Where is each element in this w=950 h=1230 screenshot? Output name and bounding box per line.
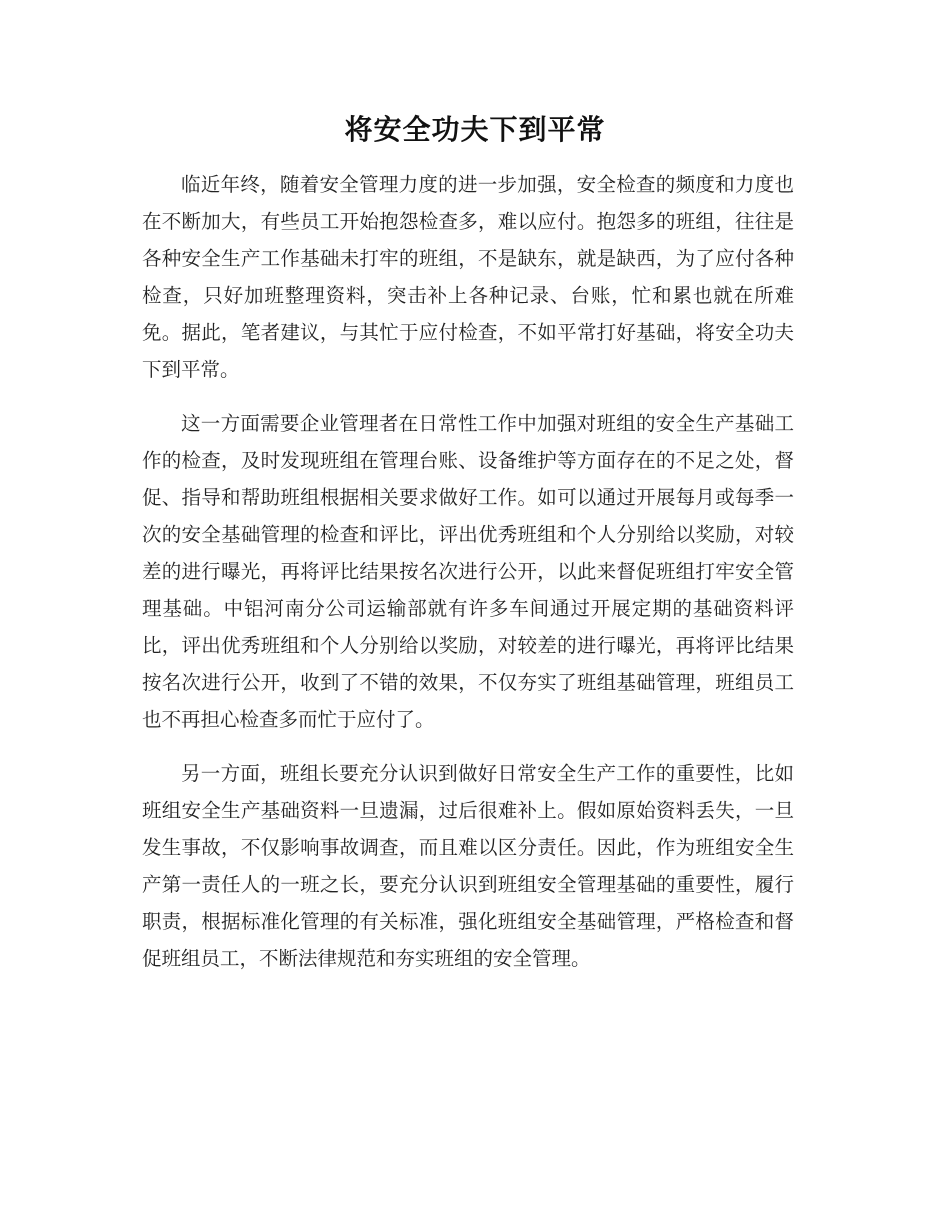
document-body [142,166,794,994]
paragraph-3: 另一方面，班组长要充分认识到做好日常安全生产工作的重要性，比如班组安全生产基础资料一旦遗漏，过后很难补上。假如原始资料丢失，一旦发生事故，不仅影响事故调查，而且难以区分责任。因此，作为班组安全生产第一责任人的一班之长，要充分认识到班组安全管理基础的重要性，履行职责，根据标准化管理的有关标准，强化班组安全基础管理，严格检查和督促班组员工，不断法律规范和夯实班组的安全管理。 [142,762,794,970]
document-title: 将安全功夫下到平常 [344,113,606,146]
paragraph-2: 这一方面需要企业管理者在日常性工作中加强对班组的安全生产基础工作的检查，及时发现班组在管理台账、设备维护等方面存在的不足之处，督促、指导和帮助班组根据相关要求做好工作。如可以通过开展每月或每季一次的安全基础管理的检查和评比，评出优秀班组和个人分别给以奖励，对较差的进行曝光，再将评比结果按名次进行公开，以此来督促班组打牢安全管理基础。中铝河南分公司运输部就有许多车间通过开展定期的基础资料评比，评出优秀班组和个人分别给以奖励，对较差的进行曝光，再将评比结果按名次进行公开，收到了不错的效果，不仅夯实了班组基础管理，班组员工也不再担心检查多而忙于应付了。 [142,412,794,731]
paragraph-1: 临近年终，随着安全管理力度的进一步加强，安全检查的频度和力度也在不断加大，有些员工开始抱怨检查多，难以应付。抱怨多的班组，往往是各种安全生产工作基础未打牢的班组，不是缺东，就是缺西，为了应付各种检查，只好加班整理资料，突击补上各种记录、台账，忙和累也就在所难免。据此，笔者建议，与其忙于应付检查，不如平常打好基础，将安全功夫下到平常。 [142,173,794,381]
